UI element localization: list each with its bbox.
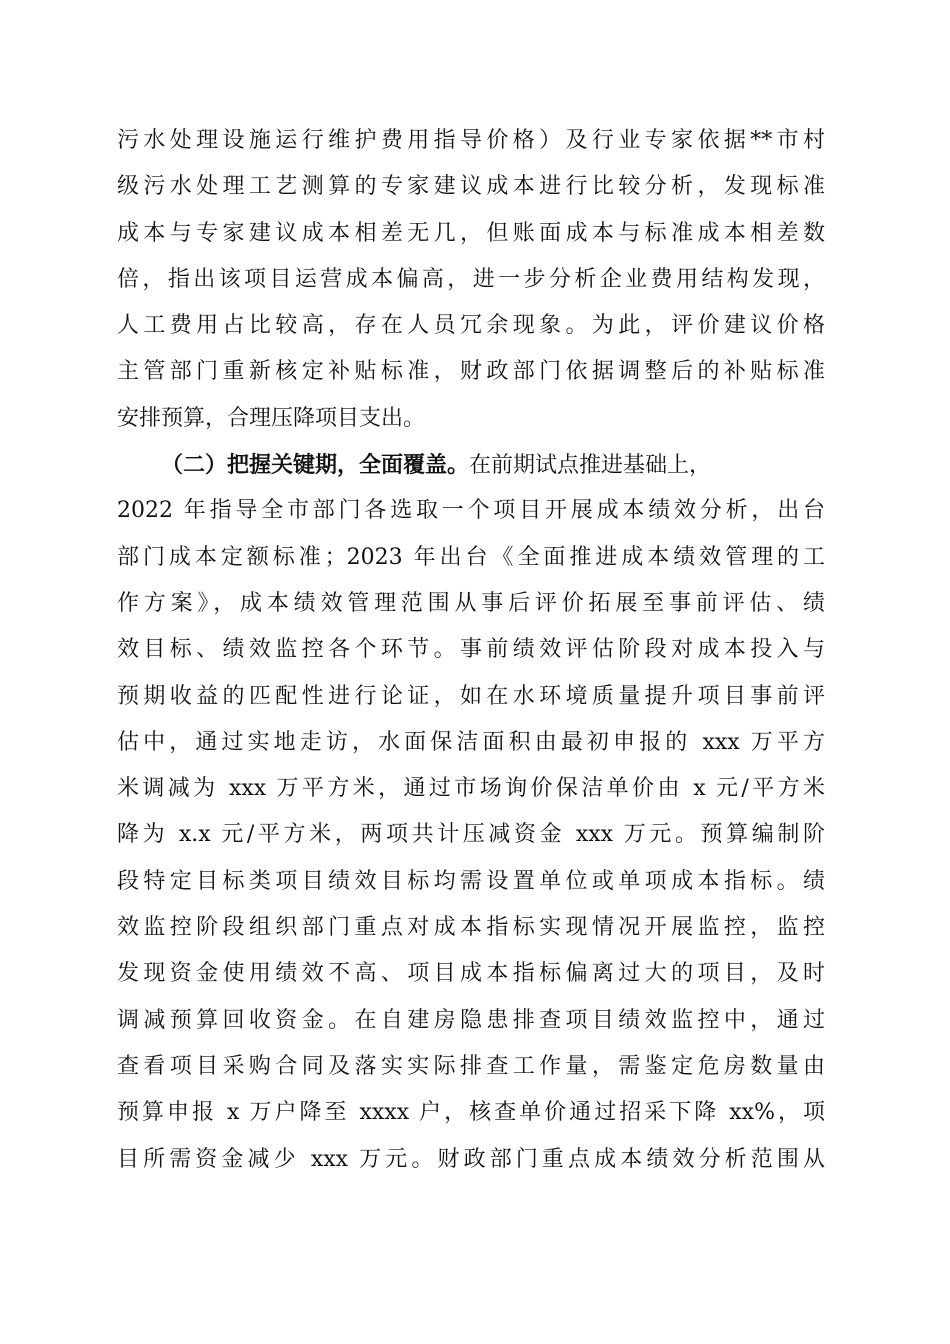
text-line: 级污水处理工艺测算的专家建议成本进行比较分析，发现标准 — [117, 174, 825, 200]
text-line: 目所需资金减少 xxx 万元。财政部门重点成本绩效分析范围从 — [117, 1146, 825, 1172]
text-line: 发现资金使用绩效不高、项目成本指标偏离过大的项目，及时 — [117, 961, 825, 987]
document-body — [117, 118, 825, 1183]
text-line: 查看项目采购合同及落实实际排查工作量，需鉴定危房数量由 — [117, 1053, 825, 1079]
text-line: 降为 x.x 元/平方米，两项共计压减资金 xxx 万元。预算编制阶 — [117, 822, 825, 848]
text-run: 在前期试点推进基础上， — [469, 453, 712, 479]
text-line: 作方案》，成本绩效管理范围从事后评价拓展至事前评估、绩 — [117, 590, 825, 616]
paragraph-first-line — [117, 442, 825, 488]
text-line: 米调减为 xxx 万平方米，通过市场询价保洁单价由 x 元/平方米 — [117, 776, 825, 802]
text-line: 污水处理设施运行维护费用指导价格）及行业专家依据**市村 — [117, 128, 825, 153]
text-line: 倍，指出该项目运营成本偏高，进一步分析企业费用结构发现， — [117, 266, 825, 292]
text-line: 效目标、绩效监控各个环节。事前绩效评估阶段对成本投入与 — [117, 637, 825, 663]
text-line: 2022 年指导全市部门各选取一个项目开展成本绩效分析，出台 — [117, 498, 825, 524]
paragraph-key-period — [117, 442, 825, 1183]
text-line: 部门成本定额标准；2023 年出台《全面推进成本绩效管理的工 — [117, 544, 825, 570]
text-line: 预算申报 x 万户降至 xxxx 户，核查单价通过招采下降 xx%，项 — [117, 1100, 825, 1126]
text-line: 安排预算，合理压降项目支出。 — [117, 405, 426, 431]
text-line: 主管部门重新核定补贴标准，财政部门依据调整后的补贴标准 — [117, 359, 825, 385]
text-line: 效监控阶段组织部门重点对成本指标实现情况开展监控，监控 — [117, 915, 825, 941]
text-line: 调减预算回收资金。在自建房隐患排查项目绩效监控中，通过 — [117, 1007, 825, 1033]
section-heading: （二）把握关键期，全面覆盖。 — [161, 452, 470, 479]
text-line: 人工费用占比较高，存在人员冗余现象。为此，评价建议价格 — [117, 313, 825, 339]
text-line: 预期收益的匹配性进行论证，如在水环境质量提升项目事前评 — [117, 683, 825, 709]
text-line: 估中，通过实地走访，水面保洁面积由最初申报的 xxx 万平方 — [117, 729, 825, 755]
text-line: 段特定目标类项目绩效目标均需设置单位或单项成本指标。绩 — [117, 868, 825, 894]
text-line: 成本与专家建议成本相差无几，但账面成本与标准成本相差数 — [117, 220, 825, 246]
paragraph-cost-analysis — [117, 118, 825, 442]
